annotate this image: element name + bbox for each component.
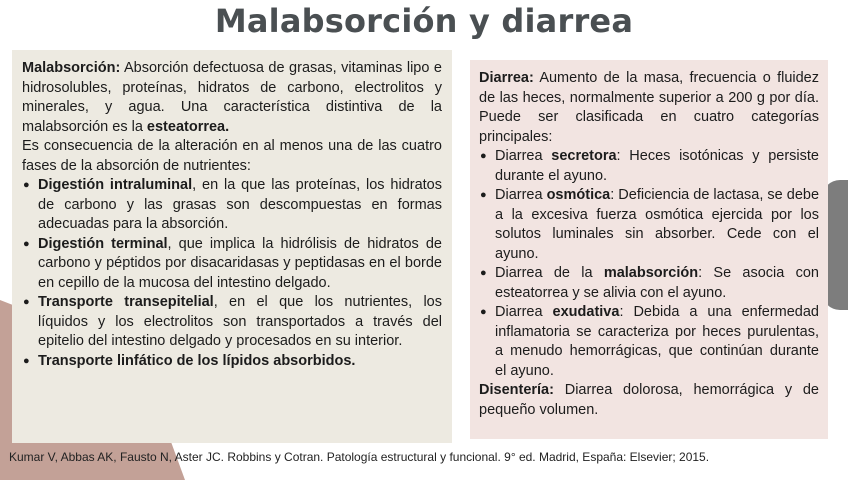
phases-list xyxy=(22,176,442,371)
citation: Kumar V, Abbas AK, Fausto N, Aster JC. Robbins y Cotran. Patología estructural y funcional. 9° ed. Madrid, España: Elsevier; 2015. xyxy=(9,450,710,464)
dysentery-term: Disentería: xyxy=(479,382,554,398)
malabsorption-panel xyxy=(12,50,452,443)
dysentery-definition: Disentería: Diarrea dolorosa, hemorrágica y de pequeño volumen. xyxy=(479,382,819,418)
list-item: ● Transporte transepitelial, en el que los nutrientes, los líquidos y los electrolitos son transportados a través del epitelio del intestino delgado y procesados en su interior. xyxy=(22,293,442,352)
list-item: ● Diarrea de la malabsorción: Se asocia con esteatorrea y se alivia con el ayuno. xyxy=(479,264,819,303)
list-item: ● Diarrea osmótica: Deficiencia de lactasa, se debe a la excesiva fuerza osmótica ejercida por los solutos luminales sin absorber. Cede con el ayuno. xyxy=(479,186,819,264)
list-item: ● Transporte linfático de los lípidos absorbidos. xyxy=(22,352,442,372)
diarrhea-term: Diarrea: xyxy=(479,70,534,86)
diarrhea-definition: Diarrea: Aumento de la masa, frecuencia o fluidez de las heces, normalmente superior a 200 g por día. Puede ser clasificada en cuatro categorías principales: xyxy=(479,70,819,145)
list-item: ● Diarrea exudativa: Debida a una enfermedad inflamatoria se caracteriza por heces purulentas, a menudo hemorrágicas, que continúan durante el ayuno. xyxy=(479,303,819,381)
malabsorption-definition: Malabsorción: Absorción defectuosa de grasas, vitaminas lipo e hidrosolubles, proteínas, hidratos de carbono, electrolitos y minerales, y agua. Una característica distintiva de la malabsorción es la esteatorrea. xyxy=(22,60,442,135)
diarrhea-panel xyxy=(470,60,828,439)
list-item: ● Digestión intraluminal, en la que las proteínas, los hidratos de carbono y las grasas son descompuestas en formas adecuadas para la absorción. xyxy=(22,176,442,235)
diarrhea-types-list xyxy=(479,147,819,381)
phases-intro: Es consecuencia de la alteración en al menos una de las cuatro fases de la absorción de nutrientes: xyxy=(22,138,442,174)
list-item: ● Diarrea secretora: Heces isotónicas y persiste durante el ayuno. xyxy=(479,147,819,186)
page-title: Malabsorción y diarrea xyxy=(214,2,634,40)
list-item: ● Digestión terminal, que implica la hidrólisis de hidratos de carbono y péptidos por disacaridasas y peptidasas en el borde en cepillo de la mucosa del intestino delgado. xyxy=(22,235,442,294)
malabsorption-term: Malabsorción: xyxy=(22,60,121,76)
